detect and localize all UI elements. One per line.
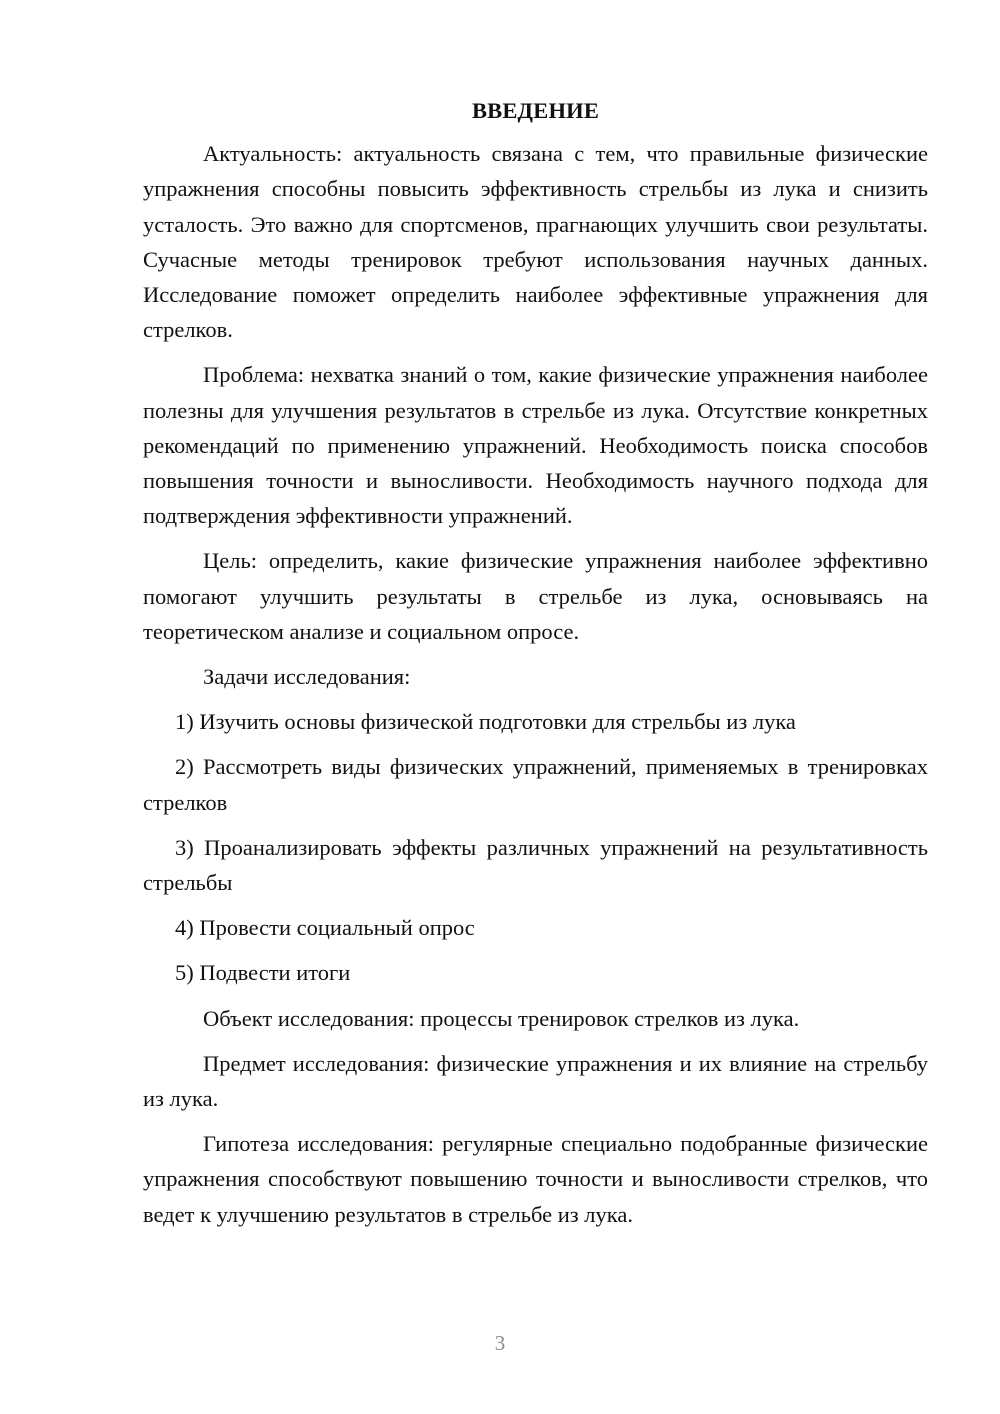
task-item-1: 1) Изучить основы физической подготовки для стрельбы из лука — [175, 709, 796, 735]
page-number: 3 — [494, 1331, 506, 1355]
task-item-3: 3) Проанализировать эффекты различных упражнений на результативность стрельбы — [143, 834, 928, 896]
page-content — [143, 93, 928, 1242]
paragraph-relevance: Актуальность: актуальность связана с тем, что правильные физические упражнения способны повысить эффективность стрельбы из лука и снизить усталость. Это важно для спортсменов, прагнающих улучшить свои результаты. Сучасные методы тренировок требуют использования научных данных. Исследование поможет определить наиболее эффективные упражнения для стрелков. — [143, 141, 928, 343]
paragraph-tasks-heading: Задачи исследования: — [203, 664, 411, 690]
paragraph-hypothesis: Гипотеза исследования: регулярные специально подобранные физические упражнения способствуют повышению точности и выносливости стрелков, что ведет к улучшению результатов в стрельбе из лука. — [143, 1131, 928, 1227]
paragraph-goal: Цель: определить, какие физические упражнения наиболее эффективно помогают улучшить результаты в стрельбе из лука, основываясь на теоретическом анализе и социальном опросе. — [143, 548, 928, 644]
paragraph-object: Объект исследования: процессы тренировок стрелков из лука. — [203, 1005, 800, 1031]
paragraph-problem: Проблема: нехватка знаний о том, какие физические упражнения наиболее полезны для улучшения результатов в стрельбе из лука. Отсутствие конкретных рекомендаций по применению упражнений. Необходимость поиска способов повышения точности и выносливости. Необходимость научного подхода для подтверждения эффективности упражнений. — [143, 362, 928, 529]
section-title: ВВЕДЕНИЕ — [471, 98, 600, 123]
task-item-4: 4) Провести социальный опрос — [175, 915, 475, 941]
paragraph-subject: Предмет исследования: физические упражнения и их влияние на стрельбу из лука. — [143, 1050, 928, 1112]
task-item-5: 5) Подвести итоги — [175, 960, 351, 986]
task-item-2: 2) Рассмотреть виды физических упражнений, применяемых в тренировках стрелков — [143, 754, 928, 815]
